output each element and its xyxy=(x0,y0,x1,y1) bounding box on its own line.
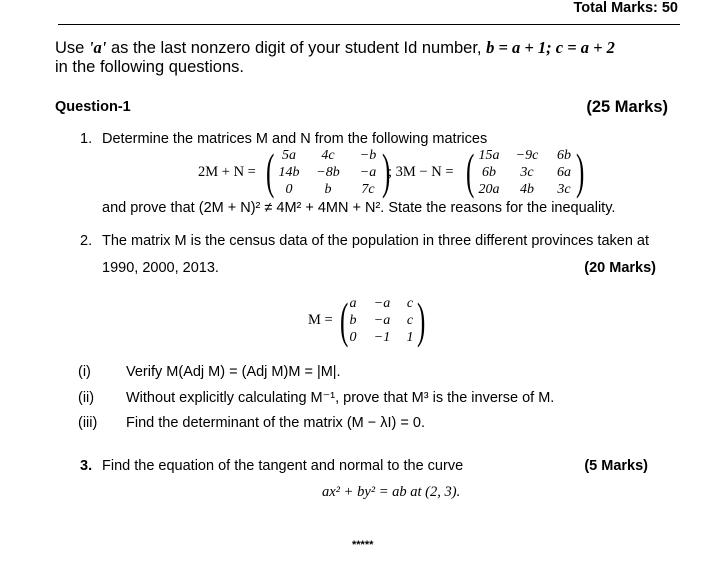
matrix-m-cell: b xyxy=(349,313,357,328)
matrix-2-left-paren: ( xyxy=(466,143,475,199)
matrix-m-left-paren: ( xyxy=(340,292,349,348)
q3-number: 3. xyxy=(80,458,93,474)
matrix-2-cell: 3c xyxy=(520,165,534,180)
q2-marks: (20 Marks) xyxy=(584,260,656,276)
intro-line-2: in the following questions. xyxy=(55,58,244,76)
header-divider xyxy=(58,24,680,25)
matrix-1-cell: 14b xyxy=(278,165,300,180)
matrix-1-cell: 4c xyxy=(321,148,335,163)
matrix-2-cell: 15a xyxy=(478,148,500,163)
matrix-m-cell: −a xyxy=(373,296,391,311)
intro-pre: Use xyxy=(55,39,89,57)
q3-equation: ax² + by² = ab at (2, 3). xyxy=(322,484,461,500)
matrix-2-cell: 3c xyxy=(557,182,571,197)
matrix-1-cell: −b xyxy=(359,148,377,163)
q2-part-i-number: (i) xyxy=(78,364,91,380)
q2-number: 2. xyxy=(80,233,93,249)
q2-line-2: 1990, 2000, 2013. xyxy=(102,260,219,276)
q3-text: Find the equation of the tangent and normal to the curve xyxy=(102,458,464,474)
matrix-1-cell: 7c xyxy=(361,182,375,197)
intro-bc: b = a + 1; c = a + 2 xyxy=(486,38,615,57)
matrix-m-cell: c xyxy=(406,296,414,311)
intro-a: 'a' xyxy=(88,38,107,57)
matrix-m-cell: c xyxy=(406,313,414,328)
q3-marks: (5 Marks) xyxy=(584,458,648,474)
end-stars: ***** xyxy=(352,539,374,551)
matrix-2-cell: 4b xyxy=(520,182,534,197)
matrix-2-cell: 6b xyxy=(557,148,571,163)
matrix-m-cell: 1 xyxy=(406,330,414,345)
q2-line-1: The matrix M is the census data of the population in three different provinces taken at xyxy=(102,233,650,249)
intro-line-1 xyxy=(55,38,615,58)
q2-part-i-text: Verify M(Adj M) = (Adj M)M = |M|. xyxy=(126,364,341,380)
q2-part-ii-text: Without explicitly calculating M⁻¹, prove that M³ is the inverse of M. xyxy=(126,390,555,406)
matrix-1-cell: −8b xyxy=(316,165,340,180)
matrix-m-right-paren: ) xyxy=(417,292,426,348)
intro-mid: as the last nonzero digit of your student Id number, xyxy=(106,39,487,57)
matrix-1-cell: −a xyxy=(359,165,377,180)
matrix-1-left-paren: ( xyxy=(266,143,275,199)
matrix-m-cell: −1 xyxy=(373,330,391,345)
q2-part-ii-number: (ii) xyxy=(78,390,95,406)
q1-lhs: 2M + N = xyxy=(198,164,256,180)
q1-text: Determine the matrices M and N from the following matrices xyxy=(102,131,488,147)
matrix-2-cell: 6b xyxy=(482,165,496,180)
matrix-2-right-paren: ) xyxy=(576,143,585,199)
matrix-1-right-paren: ) xyxy=(382,143,391,199)
q2-part-iii-text: Find the determinant of the matrix (M − λI) = 0. xyxy=(126,415,425,431)
matrix-m-cell: −a xyxy=(373,313,391,328)
q2-part-iii-number: (iii) xyxy=(78,415,98,431)
q1-number: 1. xyxy=(80,131,93,147)
matrix-2-cell: 6a xyxy=(557,165,571,180)
question-1-title: Question-1 xyxy=(55,99,131,115)
matrix-m-cell: a xyxy=(349,296,357,311)
matrix-1-cell: b xyxy=(324,182,332,197)
matrix-1-cell: 5a xyxy=(282,148,296,163)
matrix-1-cell: 0 xyxy=(285,182,293,197)
question-1-marks: (25 Marks) xyxy=(586,98,668,116)
matrix-m-cell: 0 xyxy=(349,330,357,345)
matrix-2-cell: −9c xyxy=(515,148,539,163)
q2-lhs: M = xyxy=(308,312,333,328)
matrix-2-cell: 20a xyxy=(478,182,500,197)
q1-prove-text: and prove that (2M + N)² ≠ 4M² + 4MN + N². State the reasons for the inequality. xyxy=(102,200,616,216)
q1-separator: ; 3M − N = xyxy=(388,164,454,180)
total-marks: Total Marks: 50 xyxy=(573,0,678,16)
